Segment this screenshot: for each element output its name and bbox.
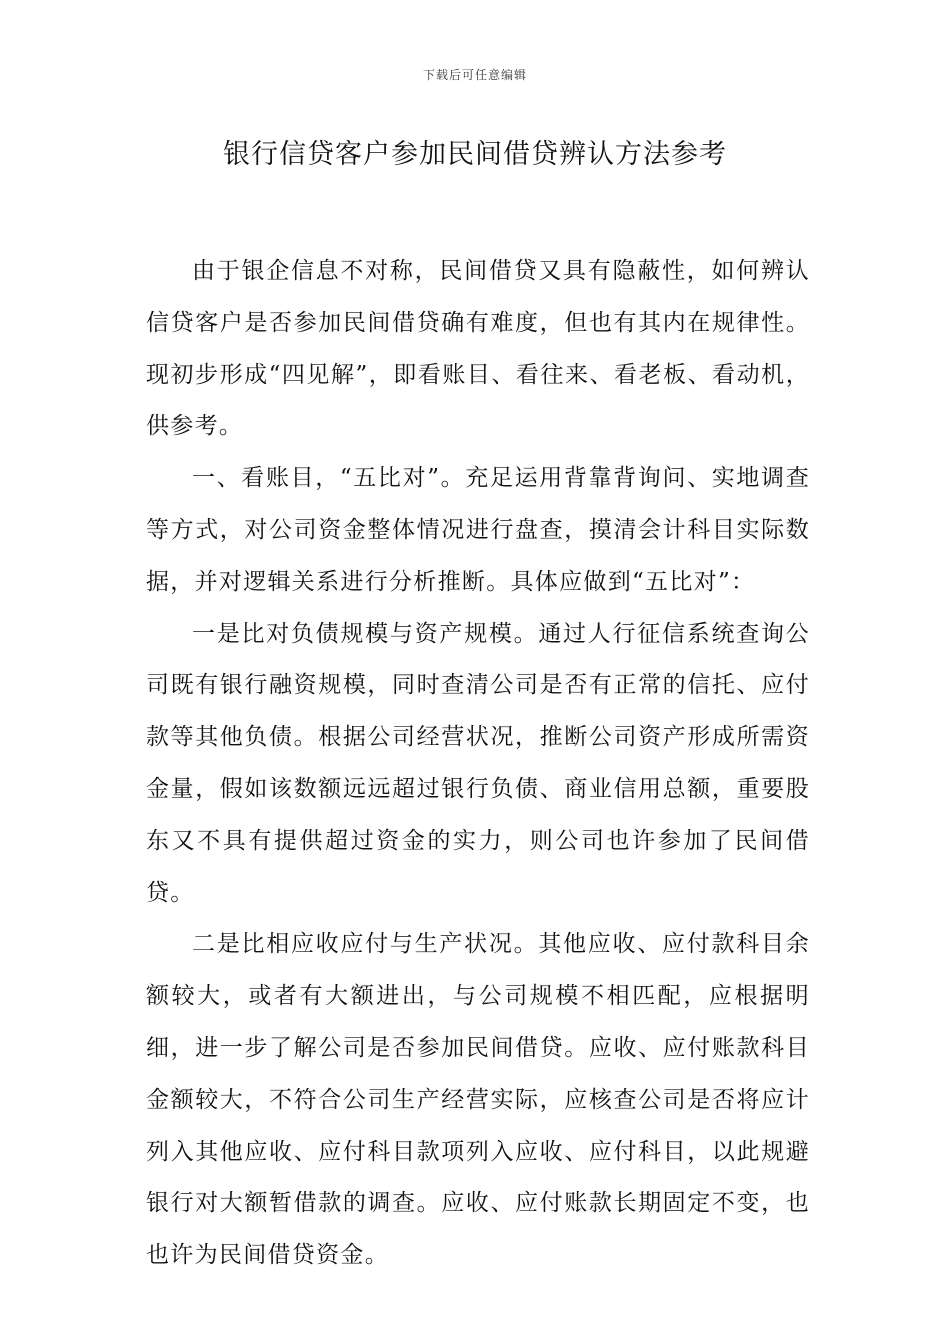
header-note: 下载后可任意编辑 xyxy=(422,68,527,82)
paragraph-point-1: 一是比对负债规模与资产规模。通过人行征信系统查询公司既有银行融资规模，同时查清公司是否有正常的信托、应付款等其他负债。根据公司经营状况，推断公司资产形成所需资金量，假如该数额远远超过银行负债、商业信用总额，重要股东又不具有提供超过资金的实力，则公司也许参加了民间借贷。 xyxy=(146,620,810,906)
paragraph-point-2: 二是比相应收应付与生产状况。其他应收、应付款科目余额较大，或者有大额进出，与公司规模不相匹配，应根据明细，进一步了解公司是否参加民间借贷。应收、应付账款科目金额较大，不符合公司生产经营实际，应核查公司是否将应计列入其他应收、应付科目款项列入应收、应付科目，以此规避银行对大额暂借款的调查。应收、应付账款长期固定不变，也也许为民间借贷资金。 xyxy=(146,931,810,1269)
document-title: 银行信贷客户参加民间借贷辨认方法参考 xyxy=(223,139,727,170)
document-body xyxy=(146,246,810,1282)
paragraph-intro: 由于银企信息不对称，民间借贷又具有隐蔽性，如何辨认信贷客户是否参加民间借贷确有难度，但也有其内在规律性。现初步形成“四见解”，即看账目、看往来、看老板、看动机，供参考。 xyxy=(146,258,810,440)
paragraph-section-1: 一、看账目，“五比对”。充足运用背靠背询问、实地调查等方式，对公司资金整体情况进行盘查，摸清会计科目实际数据，并对逻辑关系进行分析推断。具体应做到“五比对”： xyxy=(146,465,810,595)
